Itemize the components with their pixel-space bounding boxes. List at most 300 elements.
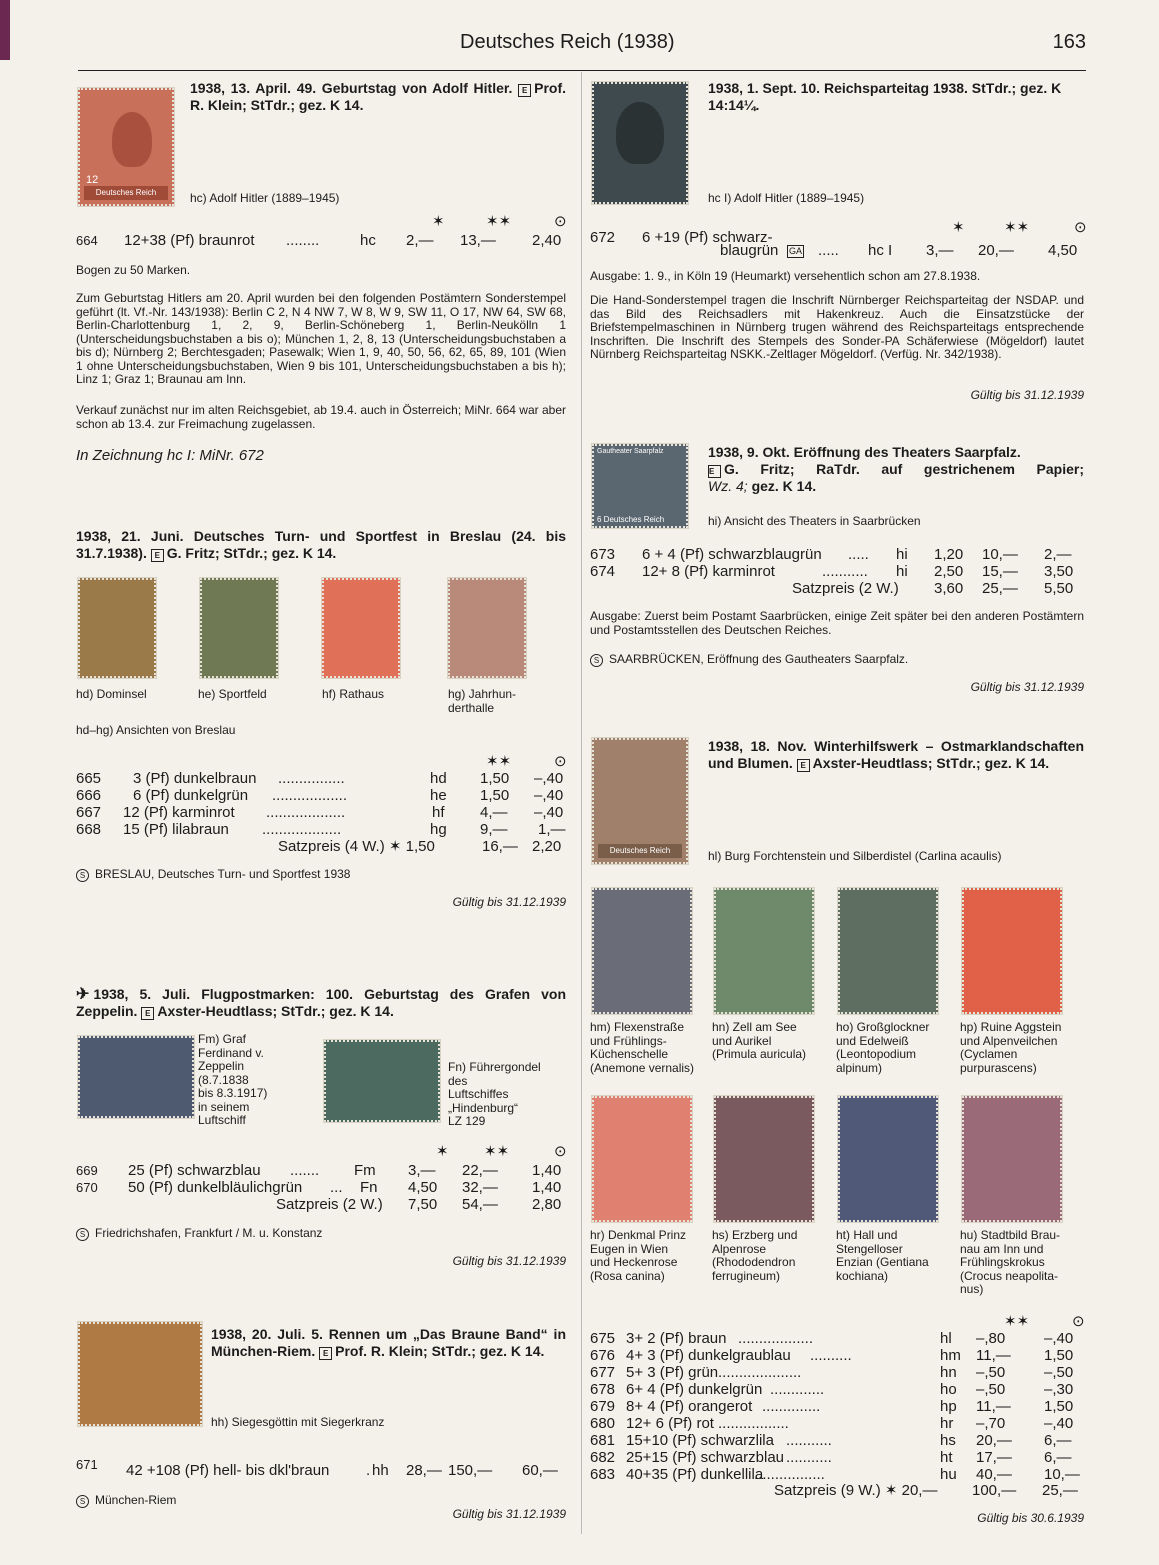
- row-mnh: 13,—: [460, 232, 496, 249]
- row-num: 682: [590, 1449, 616, 1466]
- row-num: 673: [590, 546, 616, 563]
- satz-label: Satzpreis (4 W.) ✶ 1,50: [278, 838, 435, 855]
- heading-text: Prof. R. Klein; StTdr.; gez. K 14.: [190, 80, 566, 113]
- stamp-band: Deutsches Reich: [598, 844, 682, 858]
- row-used: 60,—: [522, 1462, 558, 1479]
- caption-hd: hd) Dominsel: [76, 687, 147, 701]
- row-type: hf: [432, 804, 445, 821]
- row-num: 683: [590, 1466, 616, 1483]
- row-dots: ..................: [738, 1330, 814, 1347]
- heading-669: [76, 986, 566, 1020]
- row-type: ho: [940, 1381, 957, 1398]
- stamp-683-image: [962, 1096, 1062, 1222]
- caption-line: „Hindenburg“: [448, 1100, 519, 1115]
- used-symbol: ⊙: [554, 753, 567, 770]
- stempel-saarbruecken: [590, 652, 908, 667]
- row-mnh: 15,—: [982, 563, 1018, 580]
- row-used: 3,50: [1044, 563, 1074, 580]
- row-num: 666: [76, 787, 102, 804]
- satz-label: Satzpreis (2 W.): [276, 1196, 383, 1213]
- gueltig-665: Gültig bis 31.12.1939: [452, 895, 566, 909]
- stamp-680-image: [592, 1096, 692, 1222]
- row-denom-cont: blaugrün: [720, 242, 779, 259]
- row-mnh: –,70: [976, 1415, 1006, 1432]
- mint-symbol: ✶: [952, 219, 965, 236]
- row-used: 10,—: [1044, 1466, 1080, 1483]
- stempel-breslau: [76, 867, 350, 882]
- row-mnh: 40,—: [976, 1466, 1012, 1483]
- caption-line: Alpenrose: [712, 1241, 767, 1256]
- caption-line: bis 8.3.1917): [198, 1086, 268, 1100]
- row-dots: .................: [754, 1466, 825, 1483]
- row-type: hs: [940, 1432, 956, 1449]
- heading-text: G. Fritz; RaTdr. auf gestrichenem Papier;: [724, 461, 1084, 477]
- satz-label: Satzpreis (2 W.): [792, 580, 899, 597]
- row-mint: 4,50: [408, 1179, 438, 1196]
- row-type: hh: [372, 1462, 389, 1479]
- row-mnh: 11,—: [976, 1398, 1011, 1415]
- mnh-symbol: ✶✶: [1004, 219, 1030, 236]
- caption-line: Luftschiffes: [448, 1087, 509, 1101]
- caption-line: (8.7.1838: [198, 1072, 249, 1087]
- stamp-679-image: [962, 888, 1062, 1014]
- row-used: –,40: [534, 770, 564, 787]
- caption-line: Luftschiff: [198, 1113, 246, 1127]
- stempel-text: BRESLAU, Deutsches Turn- und Sportfest 1938: [95, 867, 351, 881]
- caption-line: und Aurikel: [712, 1033, 772, 1048]
- satz-used: 5,50: [1044, 580, 1074, 597]
- caption-hg: hg) Jahrhun-: [448, 687, 517, 701]
- row-num: 675: [590, 1330, 616, 1347]
- caption-line: Zeppelin: [198, 1059, 245, 1073]
- row-type: hi: [896, 563, 908, 580]
- row-type: hp: [940, 1398, 957, 1415]
- heading-wz: Wz. 4;: [708, 478, 748, 494]
- row-type: Fm: [354, 1162, 376, 1179]
- gueltig-673: Gültig bis 31.12.1939: [970, 680, 1084, 694]
- row-mnh: –,50: [976, 1364, 1006, 1381]
- gueltig-672: Gültig bis 31.12.1939: [970, 388, 1084, 402]
- ausgabe-672: Ausgabe: 1. 9., in Köln 19 (Heumarkt) versehentlich schon am 27.8.1938.: [590, 269, 981, 283]
- row-num: 676: [590, 1347, 616, 1364]
- row-type: hm: [940, 1347, 961, 1364]
- page-title: Deutsches Reich (1938): [460, 31, 675, 53]
- caption-line: und Edelweiß: [836, 1033, 909, 1048]
- heading-text: 1938, 5. Juli. Flugpostmarken: 100. Geburtstag des Grafen von Zeppelin.: [76, 986, 566, 1019]
- row-denom: 8+ 4 (Pf) orangerot: [626, 1398, 753, 1415]
- row-mnh: 150,—: [448, 1462, 493, 1479]
- row-type: hl: [940, 1330, 952, 1347]
- stempel-text: Friedrichshafen, Frankfurt / M. u. Konstanz: [95, 1226, 323, 1240]
- column-divider: [581, 72, 582, 1534]
- stempel-friedrichshafen: [76, 1226, 322, 1241]
- row-mnh: 32,—: [462, 1179, 498, 1196]
- caption-line: und Heckenrose: [590, 1255, 678, 1269]
- row-num: 672: [590, 229, 616, 246]
- row-mnh: 22,—: [462, 1162, 498, 1179]
- caption-line: Frühlingskrokus: [960, 1255, 1045, 1269]
- bogen-note: Bogen zu 50 Marken.: [76, 263, 191, 277]
- row-type: he: [430, 787, 447, 804]
- caption-line: hn) Zell am See: [712, 1020, 797, 1034]
- note-sonderstempel: Zum Geburtstag Hitlers am 20. April wurden bei den folgenden Postämtern Sonderstempel geführt (lt. Vf.-Nr. 143/1938): Berlin C 2, N 4 NW 7, W 8, W 9, SW 11, O 17, NW 64, SW 68, Berlin-Charlottenburg 1, 2, 9, Berlin-Schöneberg 1, Berlin-Neukölln 1 (Unterscheidungsbuchstaben a bis o); München 1, 2, 8, 13 (Unterscheidungsbuchstaben a bis d); Nürnberg 2; Berchtesgaden; Pasewalk; Wien 1, 9, 40, 50, 56, 62, 65, 89, 101 (Wien 1 ohne Unterscheidungsbuchstaben, Wien 9 bis 101, Unterscheidungsbuchstaben a bis h); Linz 1; Graz 1; Braunau am Inn.: [76, 291, 566, 386]
- row-type: Fn: [360, 1179, 378, 1196]
- heading-text: G. Fritz; StTdr.; gez. K 14.: [166, 545, 337, 561]
- row-denom: 3 (Pf) dunkelbraun: [133, 770, 257, 787]
- row-mnh: 1,50: [480, 787, 510, 804]
- caption-hs: [712, 1229, 836, 1283]
- gueltig-671: Gültig bis 31.12.1939: [452, 1507, 566, 1521]
- heading-text: gez. K 14.: [751, 478, 817, 494]
- stamp-bottom-text: 6 Deutsches Reich: [597, 515, 665, 524]
- stamp-673-image: [592, 444, 688, 528]
- caption-he: he) Sportfeld: [198, 687, 267, 701]
- row-denom: 6 (Pf) dunkelgrün: [133, 787, 249, 804]
- heading-text: Prof. R. Klein; StTdr.; gez. K 14.: [335, 1343, 545, 1359]
- caption-line: Fm) Graf: [198, 1032, 246, 1046]
- row-mint: 3,—: [926, 242, 954, 259]
- heading-673: [708, 444, 1084, 495]
- caption-line: Stengelloser: [836, 1241, 903, 1256]
- row-denom: 3+ 2 (Pf) braun: [626, 1330, 727, 1347]
- stamp-670-image: [324, 1040, 440, 1122]
- stamp-667-image: [322, 578, 400, 678]
- row-denom: 12+ 6 (Pf) rot: [626, 1415, 714, 1432]
- row-mnh: 17,—: [976, 1449, 1012, 1466]
- postmark-icon: S: [590, 654, 603, 667]
- frame-icon: E: [141, 1007, 154, 1020]
- used-symbol: ⊙: [1074, 219, 1087, 236]
- stamp-678-image: [838, 888, 938, 1014]
- row-type: hg: [430, 821, 447, 838]
- row-denom: 25 (Pf) schwarzblau: [128, 1162, 261, 1179]
- stamp-666-image: [200, 578, 278, 678]
- row-used: 1,50: [1044, 1347, 1074, 1364]
- row-denom: 5+ 3 (Pf) grün: [626, 1364, 719, 1381]
- row-dots: .............: [770, 1381, 825, 1398]
- row-mnh: 10,—: [982, 546, 1018, 563]
- postmark-icon: S: [76, 1495, 89, 1508]
- caption-line: Küchenschelle: [590, 1047, 669, 1061]
- row-dots: ..................: [272, 787, 348, 804]
- row-used: 4,50: [1048, 242, 1078, 259]
- caption-line: Eugen in Wien: [590, 1241, 669, 1256]
- stamp-668-image: [448, 578, 526, 678]
- caption-hl: hl) Burg Forchtenstein und Silberdistel (Carlina acaulis): [708, 849, 1002, 863]
- row-denom: 4+ 3 (Pf) dunkelgraublau: [626, 1347, 791, 1364]
- row-used: –,30: [1044, 1381, 1074, 1398]
- row-num: 677: [590, 1364, 616, 1381]
- row-dots: ....................: [718, 1364, 802, 1381]
- frame-icon: E: [708, 465, 721, 478]
- row-dots: ................: [278, 770, 345, 787]
- used-symbol: ⊙: [554, 213, 567, 230]
- caption-line: und Frühlings-: [590, 1033, 667, 1048]
- caption-line: hs) Erzberg und: [712, 1228, 798, 1242]
- row-used: 1,50: [1044, 1398, 1074, 1415]
- gueltig-669: Gültig bis 31.12.1939: [452, 1254, 566, 1268]
- row-mint: 1,20: [934, 546, 964, 563]
- row-dots: ...: [330, 1179, 343, 1196]
- row-type: hc I: [868, 242, 893, 259]
- row-denom: 6 +19 (Pf) schwarz-: [642, 229, 773, 246]
- row-mint: 3,—: [408, 1162, 436, 1179]
- caption-group: hd–hg) Ansichten von Breslau: [76, 723, 236, 737]
- note-zeichnung: In Zeichnung hc I: MiNr. 672: [76, 447, 264, 464]
- row-mnh: –,80: [976, 1330, 1006, 1347]
- row-type: ht: [940, 1449, 953, 1466]
- ga-badge: GA: [789, 246, 803, 256]
- row-mnh: 1,50: [480, 770, 510, 787]
- row-num: 681: [590, 1432, 616, 1449]
- page-edge: [0, 0, 10, 60]
- caption-ht: [836, 1229, 960, 1283]
- satz-mint: 7,50: [408, 1196, 438, 1213]
- row-mnh: 4,—: [480, 804, 508, 821]
- row-dots: ..............: [762, 1398, 821, 1415]
- heading-664: [190, 80, 566, 114]
- portrait-shape: [112, 112, 152, 167]
- row-dots: ...................: [266, 804, 346, 821]
- mnh-symbol: ✶✶: [484, 1143, 510, 1160]
- heading-672: 1938, 1. Sept. 10. Reichsparteitag 1938. StTdr.; gez. K 14:14¼.: [708, 80, 1062, 113]
- caption-line: des: [448, 1073, 468, 1088]
- postmark-icon: S: [76, 869, 89, 882]
- caption-line: (Rosa canina): [590, 1268, 665, 1283]
- row-dots: .....: [848, 546, 869, 563]
- caption-hr: [590, 1229, 710, 1283]
- caption-line: LZ 129: [448, 1114, 486, 1128]
- mint-symbol: ✶: [436, 1143, 449, 1160]
- stamp-top-text: Gautheater Saarpfalz: [597, 448, 664, 455]
- row-num: 674: [590, 563, 616, 580]
- row-used: 2,40: [532, 232, 562, 249]
- row-used: 6,—: [1044, 1449, 1072, 1466]
- caption-line: und Alpenveilchen: [960, 1033, 1058, 1048]
- mnh-symbol: ✶✶: [486, 213, 512, 230]
- row-used: –,40: [534, 804, 564, 821]
- row-type: hn: [940, 1364, 957, 1381]
- postmark-icon: S: [76, 1228, 89, 1241]
- row-num: 679: [590, 1398, 616, 1415]
- mint-symbol: ✶: [432, 213, 445, 230]
- stamp-672-image: [592, 82, 688, 204]
- caption-hg-2: derthalle: [448, 701, 495, 715]
- caption-line: (Primula auricula): [712, 1047, 807, 1061]
- caption-line: Ferdinand v.: [198, 1045, 264, 1060]
- caption-line: nau am Inn und: [960, 1241, 1044, 1256]
- satz-mint: 3,60: [934, 580, 964, 597]
- row-denom: 15+10 (Pf) schwarzlila: [626, 1432, 774, 1449]
- caption-fn: [448, 1061, 566, 1129]
- portrait-shape: [616, 102, 664, 164]
- caption-hi: hi) Ansicht des Theaters in Saarbrücken: [708, 514, 921, 528]
- heading-text: Axster-Heudtlass; StTdr.; gez. K 14.: [157, 1003, 394, 1019]
- caption-line: Enzian (Gentiana: [836, 1255, 929, 1269]
- row-dots: .....: [818, 242, 839, 259]
- caption-line: (Cyclamen: [960, 1047, 1018, 1061]
- caption-line: (Rhododendron: [712, 1255, 796, 1269]
- caption-ho: [836, 1021, 960, 1075]
- row-mnh: –,50: [976, 1381, 1006, 1398]
- row-type: hi: [896, 546, 908, 563]
- caption-line: (Crocus neapolita-: [960, 1268, 1059, 1283]
- row-dots: ...........: [786, 1432, 832, 1449]
- satz-mnh: 25,—: [982, 580, 1018, 597]
- row-used: 1,—: [538, 821, 566, 838]
- row-denom: 15 (Pf) lilabraun: [123, 821, 229, 838]
- row-denom: 50 (Pf) dunkelbläulichgrün: [128, 1179, 303, 1196]
- heading-665: [76, 528, 566, 562]
- used-symbol: ⊙: [554, 1143, 567, 1160]
- frame-icon: E: [319, 1347, 332, 1360]
- row-type: hu: [940, 1466, 957, 1483]
- stamp-677-image: [714, 888, 814, 1014]
- row-denom: 25+15 (Pf) schwarzblau: [626, 1449, 784, 1466]
- note-handsonderstempel: Die Hand-Sonderstempel tragen die Inschrift Nürnberger Reichsparteitag der NSDAP. und das Bild des Reichsadlers mit Hakenkreuz. Auch die Einsatzstücke der Briefstempelmaschinen in Nürnberg trugen während des Reichsparteitags entsprechende Inschriften. Die Inschrift des Stempels des Sonder-PA Schäferwiese (Mögeldorf) lautet Nürnberg Reichsparteitag NSKK.-Zeltlager Mögeldorf. (Verfüg. Nr. 342/1938).: [590, 293, 1084, 361]
- stamp-value: 12: [86, 174, 99, 186]
- row-denom: 6 + 4 (Pf) schwarzblaugrün: [642, 546, 822, 563]
- row-mnh: 20,—: [976, 1432, 1012, 1449]
- caption-line: purpurascens): [960, 1060, 1037, 1075]
- row-num: 669: [76, 1163, 98, 1178]
- row-mnh: 9,—: [480, 821, 508, 838]
- row-mint: 28,—: [406, 1462, 442, 1479]
- caption-hh: hh) Siegesgöttin mit Siegerkranz: [211, 1415, 385, 1429]
- mnh-symbol: ✶✶: [1004, 1313, 1030, 1330]
- row-used: –,50: [1044, 1364, 1074, 1381]
- row-type: hd: [430, 770, 447, 787]
- row-dots: ..........: [810, 1347, 852, 1364]
- satz-mnh: 16,—: [482, 838, 518, 855]
- caption-line: kochiana): [836, 1268, 889, 1283]
- caption-line: hr) Denkmal Prinz: [590, 1228, 687, 1242]
- caption-hc-i: hc I) Adolf Hitler (1889–1945): [708, 191, 865, 205]
- caption-line: ho) Großglockner: [836, 1020, 930, 1034]
- row-used: –,40: [1044, 1330, 1074, 1347]
- caption-line: hu) Stadtbild Brau-: [960, 1228, 1061, 1242]
- heading-text: 1938, 13. April. 49. Geburtstag von Adolf Hitler.: [190, 80, 513, 96]
- row-num: 678: [590, 1381, 616, 1398]
- stamp-676-image: [592, 888, 692, 1014]
- row-num: 665: [76, 770, 102, 787]
- caption-hf: hf) Rathaus: [322, 687, 385, 701]
- row-mnh: 20,—: [978, 242, 1014, 259]
- satz-used: 2,20: [532, 838, 562, 855]
- satz-label: Satzpreis (9 W.) ✶ 20,—: [774, 1482, 938, 1499]
- heading-text: 1938, 18. Nov. Winterhilfswerk – Ostmarklandschaften und Blumen.: [708, 738, 1084, 771]
- row-dots: .: [366, 1462, 371, 1479]
- stamp-band: Deutsches Reich: [84, 186, 168, 200]
- row-mint: 2,50: [934, 563, 964, 580]
- caption-line: Fn) Führergondel: [448, 1060, 541, 1074]
- caption-line: (Leontopodium: [836, 1047, 917, 1061]
- row-dots: ...................: [262, 821, 342, 838]
- caption-line: hp) Ruine Aggstein: [960, 1020, 1062, 1034]
- caption-line: alpinum): [836, 1060, 883, 1075]
- row-mint: 2,—: [406, 232, 434, 249]
- heading-text: 1938, 21. Juni. Deutsches Turn- und Sportfest in Breslau (24. bis 31.7.1938).: [76, 528, 566, 561]
- note-verkauf: Verkauf zunächst nur im alten Reichsgebiet, ab 19.4. auch in Österreich; MiNr. 664 war aber schon ab 13.4. zur Freimachung zugelassen.: [76, 403, 566, 431]
- heading-675: [708, 738, 1084, 772]
- stamp-669-image: [78, 1036, 194, 1118]
- stempel-muenchen: [76, 1493, 176, 1508]
- row-dots: .......: [290, 1162, 320, 1179]
- stamp-681-image: [714, 1096, 814, 1222]
- stamp-671-image: [78, 1322, 202, 1426]
- stamp-664-image: [78, 88, 174, 206]
- stamp-665-image: [78, 578, 156, 678]
- satz-mnh: 54,—: [462, 1196, 498, 1213]
- ausgabe-673: Ausgabe: Zuerst beim Postamt Saarbrücken, einige Zeit später bei den anderen Postämtern und Postamtsstellen des Deutschen Reiches.: [590, 609, 1084, 637]
- row-type: hr: [940, 1415, 954, 1432]
- row-used: 1,40: [532, 1162, 562, 1179]
- frame-icon: E: [797, 759, 810, 772]
- page-header: [78, 30, 1086, 71]
- row-used: –,40: [1044, 1415, 1074, 1432]
- row-num: 664: [76, 233, 98, 248]
- row-used: 6,—: [1044, 1432, 1072, 1449]
- row-used: 1,40: [532, 1179, 562, 1196]
- row-dots: .................: [718, 1415, 789, 1432]
- stamp-682-image: [838, 1096, 938, 1222]
- row-num: 670: [76, 1180, 98, 1195]
- mnh-symbol: ✶✶: [486, 753, 512, 770]
- caption-line: ht) Hall und: [836, 1228, 898, 1242]
- row-dots: ........: [286, 232, 320, 249]
- airplane-icon: ✈: [76, 986, 90, 1003]
- satz-mnh: 100,—: [972, 1482, 1017, 1499]
- row-denom: 6+ 4 (Pf) dunkelgrün: [626, 1381, 763, 1398]
- row-used: –,40: [534, 787, 564, 804]
- frame-icon: E: [518, 84, 531, 97]
- row-dots: ...........: [822, 563, 868, 580]
- caption-line: in seinem: [198, 1099, 250, 1114]
- caption-fm: [198, 1033, 288, 1128]
- stamp-675-image: [592, 738, 688, 864]
- heading-text: 1938, 20. Juli. 5. Rennen um „Das Braune Band“ in München-Riem.: [211, 1326, 566, 1359]
- satz-used: 2,80: [532, 1196, 562, 1213]
- row-denom: 42 +108 (Pf) hell- bis dkl'braun: [126, 1462, 330, 1479]
- satz-used: 25,—: [1042, 1482, 1078, 1499]
- caption-line: nus): [960, 1282, 984, 1296]
- caption-hm: [590, 1021, 710, 1075]
- row-num: 667: [76, 804, 102, 821]
- page-number: 163: [1052, 31, 1086, 53]
- heading-text: Axster-Heudtlass; StTdr.; gez. K 14.: [812, 755, 1050, 771]
- caption-hp: [960, 1021, 1084, 1075]
- gueltig-675: Gültig bis 30.6.1939: [977, 1511, 1084, 1525]
- heading-671: [211, 1326, 566, 1360]
- row-mnh: 11,—: [976, 1347, 1011, 1364]
- row-denom: 12+ 8 (Pf) karminrot: [642, 563, 775, 580]
- caption-hc: hc) Adolf Hitler (1889–1945): [190, 191, 340, 205]
- stempel-text: SAARBRÜCKEN, Eröffnung des Gautheaters Saarpfalz.: [609, 652, 909, 666]
- caption-line: ferrugineum): [712, 1268, 781, 1283]
- caption-hn: [712, 1021, 836, 1062]
- heading-text: 1938, 9. Okt. Eröffnung des Theaters Saarpfalz.: [708, 444, 1021, 460]
- row-denom: 12+38 (Pf) braunrot: [124, 232, 255, 249]
- row-type: hc: [360, 232, 376, 249]
- row-denom: 12 (Pf) karminrot: [123, 804, 235, 821]
- caption-line: (Anemone vernalis): [590, 1060, 695, 1075]
- row-dots: ...........: [786, 1449, 832, 1466]
- row-used: 2,—: [1044, 546, 1072, 563]
- row-num: 680: [590, 1415, 616, 1432]
- caption-hu: [960, 1229, 1084, 1297]
- row-num: 671: [76, 1457, 98, 1472]
- row-denom: 40+35 (Pf) dunkellila: [626, 1466, 764, 1483]
